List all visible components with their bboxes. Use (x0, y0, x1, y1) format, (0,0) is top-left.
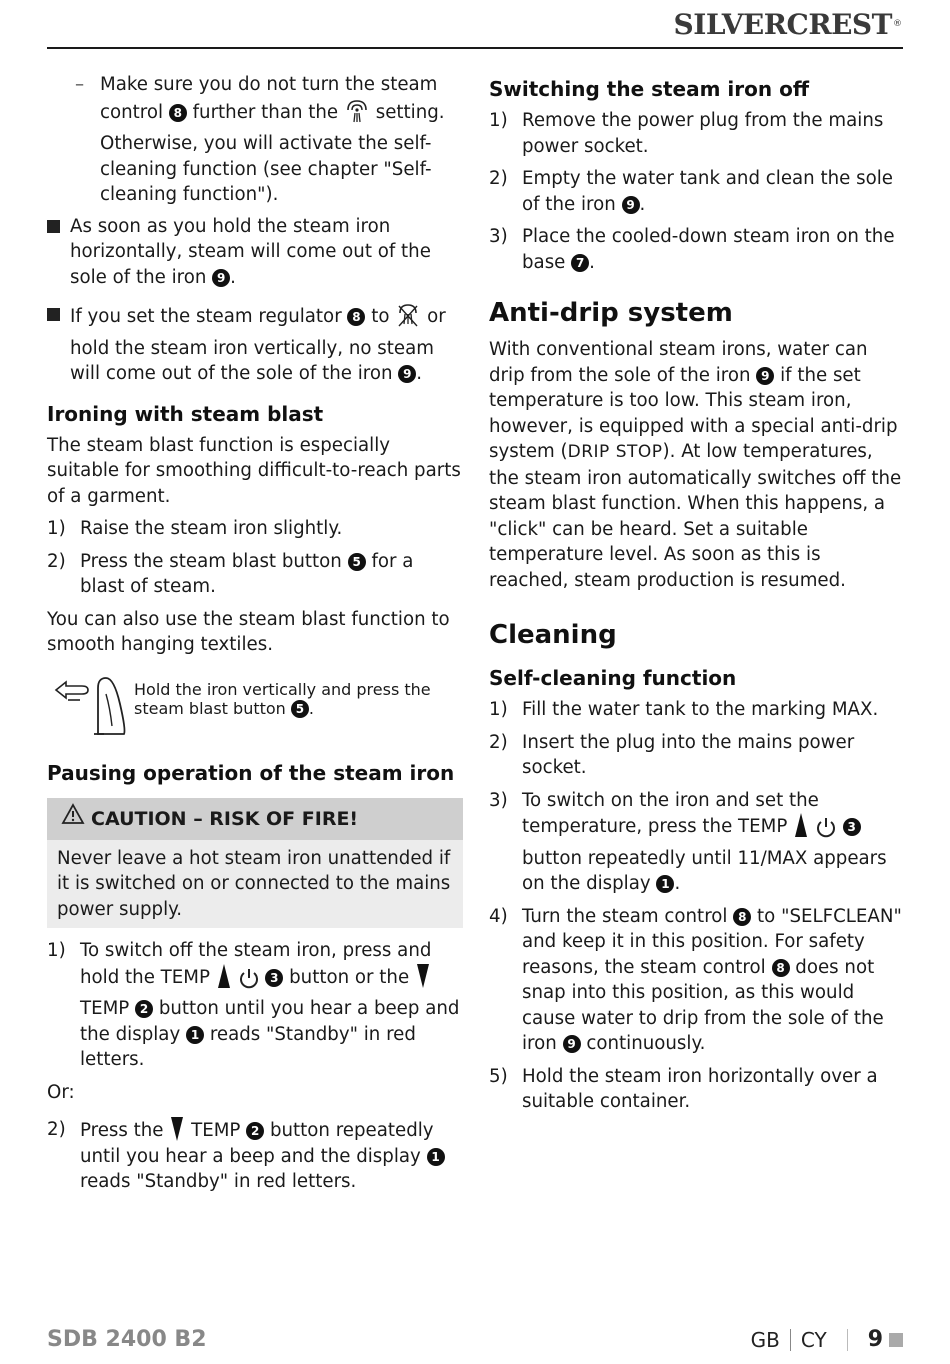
header-rule (47, 47, 903, 49)
text: If you set the steam regulator (70, 306, 342, 327)
caution-box (47, 798, 463, 929)
right-column (489, 72, 905, 1122)
list-item (489, 788, 905, 897)
section-heading: Self-cleaning function (489, 666, 737, 690)
list-item (47, 938, 463, 1073)
paragraph: The steam blast function is especially suitable for smoothing difficult-to-reach parts of a garment. (47, 434, 461, 507)
list-item (489, 697, 905, 723)
drip-stop-label: DRIP STOP (567, 442, 663, 462)
divider (790, 1329, 791, 1351)
step-number: 1) (47, 518, 66, 539)
text: button repeatedly until you hear a beep and the display (80, 1120, 434, 1167)
list-item (489, 730, 905, 781)
step-number: 2) (489, 731, 508, 753)
language-cy: CY (800, 1327, 827, 1352)
step-number: 1) (489, 699, 508, 720)
bullet-square (47, 308, 60, 321)
step-number: 4) (489, 905, 508, 927)
page-marker-square (889, 1333, 903, 1347)
text: ). At low temperatures, the steam iron automatically switches off the steam blast function. When this happens, a "click" can be heard. Set a suitable temperature level. As soon as this is reached, steam production is resumed. (489, 441, 902, 591)
text: To switch off the steam iron, press and hold the TEMP (80, 940, 432, 988)
text: . (674, 873, 681, 894)
dash-item (47, 72, 463, 208)
section-title: Cleaning (489, 620, 617, 650)
paragraph: You can also use the steam blast function to smooth hanging textiles. (47, 608, 450, 655)
ref-number: 7 (571, 254, 589, 272)
text: further than the (192, 101, 339, 123)
text: With conventional steam irons, water can drip from the sole of the iron (489, 339, 868, 386)
text: Remove the power plug from the mains power socket. (522, 110, 884, 157)
text: To switch on the iron and set the temperature, press the TEMP (522, 789, 819, 837)
ref-number: 8 (169, 104, 187, 122)
text: Turn the steam control (522, 905, 728, 927)
text: or hold the steam iron vertically, no steam will come out of the sole of the iron (70, 306, 446, 384)
step-number: 3) (489, 226, 508, 247)
text: reads "Standby" in red letters. (80, 1023, 416, 1070)
power-icon (815, 816, 837, 846)
text: . (230, 266, 236, 288)
list-item (489, 108, 905, 159)
text: to "SELFCLEAN" and keep it in this position. For safety reasons, the steam control (522, 905, 902, 978)
list-item (489, 166, 905, 217)
list-item (489, 224, 905, 275)
text: reads "Standby" in red letters. (80, 1171, 357, 1192)
no-steam-icon (395, 302, 421, 336)
ref-number: 5 (348, 553, 366, 571)
text: . (416, 363, 423, 384)
text: Empty the water tank and clean the sole of the iron (522, 168, 893, 215)
text: button repeatedly until 11/MAX appears on the display (522, 847, 887, 894)
text: continuously. (586, 1033, 706, 1054)
text: does not snap into this position, as this would cause water to drip from the sole of the iron (522, 956, 884, 1054)
text: . (639, 193, 646, 215)
text: if the set temperature is too low. This steam iron, however, is equipped with a special anti-drip system ( (489, 364, 898, 462)
brand-registered: ® (893, 19, 902, 29)
text: button until you hear a beep and the display (80, 998, 460, 1045)
bullet-item (47, 302, 463, 387)
text: . (308, 698, 314, 718)
ref-number: 1 (186, 1026, 204, 1044)
text: setting. Otherwise, you will activate the self-cleaning function (see chapter "Self-cleaning function"). (100, 101, 445, 205)
ref-number: 1 (656, 875, 674, 893)
ref-number: 2 (246, 1122, 264, 1140)
caution-text: Never leave a hot steam iron unattended if it is switched on or connected to the mains power supply. (47, 840, 463, 929)
divider (847, 1329, 848, 1351)
ref-number: 9 (398, 365, 416, 383)
ref-number: 3 (843, 818, 861, 836)
step-number: 2) (47, 550, 66, 572)
ref-number: 2 (135, 1000, 153, 1018)
ref-number: 5 (291, 700, 309, 718)
step-number: 1) (47, 940, 66, 961)
text: Make sure you do not turn the steam control (100, 74, 438, 123)
section-heading: Ironing with steam blast (47, 401, 324, 426)
section-heading: Switching the steam iron off (489, 77, 810, 101)
ref-number: 8 (733, 908, 751, 926)
ref-number: 8 (347, 308, 365, 326)
ref-number: 9 (563, 1035, 581, 1053)
brand-name: SILVERCREST (673, 7, 892, 41)
steam-selfclean-icon (344, 98, 370, 132)
text: Press the (80, 1120, 164, 1141)
ref-number: 9 (622, 196, 640, 214)
ref-number: 1 (427, 1148, 445, 1166)
step-number: 3) (489, 789, 508, 811)
list-item (47, 1117, 463, 1195)
text: Insert the plug into the mains power socket. (522, 731, 855, 778)
text: As soon as you hold the steam iron horizontally, steam will come out of the sole of the iron (70, 215, 431, 288)
caution-header (47, 798, 463, 840)
ref-number: 9 (756, 367, 774, 385)
language-gb: GB (750, 1327, 780, 1352)
temp-up-triangle-icon (218, 964, 230, 988)
text: to (371, 306, 390, 327)
left-column (47, 72, 463, 1202)
warning-triangle-icon (61, 798, 85, 840)
list-item (489, 1064, 905, 1115)
section-title: Anti-drip system (489, 298, 733, 328)
step-number: 5) (489, 1065, 508, 1087)
temp-down-triangle-icon (171, 1117, 183, 1141)
page-footer (751, 1327, 903, 1352)
step-number: 1) (489, 110, 508, 131)
text: Place the cooled-down steam iron on the base (522, 226, 895, 273)
ref-number: 9 (212, 269, 230, 287)
text: Fill the water tank to the marking MAX. (522, 699, 879, 720)
text: TEMP (80, 998, 130, 1019)
list-item (47, 549, 463, 600)
list-item (47, 516, 463, 542)
text: . (589, 251, 595, 273)
caution-title: CAUTION – RISK OF FIRE! (91, 807, 359, 830)
text: TEMP (191, 1120, 241, 1141)
text: Raise the steam iron slightly. (80, 518, 343, 539)
brand-logo (674, 4, 902, 44)
power-icon (238, 967, 260, 997)
vertical-iron-hint-icon (52, 674, 132, 742)
text: Hold the steam iron horizontally over a suitable container. (522, 1065, 878, 1112)
dash-marker: – (75, 74, 85, 95)
text: button or the (289, 966, 410, 988)
text: for a blast of steam. (80, 550, 414, 597)
page-number: 9 (867, 1327, 883, 1352)
text: Hold the iron vertically and press the steam blast button (134, 679, 431, 718)
paragraph (489, 337, 905, 593)
temp-up-triangle-icon (795, 813, 807, 837)
step-number: 2) (47, 1119, 66, 1140)
list-item (489, 904, 905, 1057)
tip-note (47, 680, 463, 740)
section-heading: Pausing operation of the steam iron (47, 760, 455, 785)
ref-number: 8 (772, 959, 790, 977)
step-number: 2) (489, 168, 508, 189)
bullet-item (47, 214, 463, 291)
paragraph: Or: (47, 1081, 75, 1103)
temp-down-triangle-icon (417, 964, 429, 988)
ref-number: 3 (265, 969, 283, 987)
text: Press the steam blast button (80, 550, 342, 572)
bullet-square (47, 220, 60, 233)
model-number: SDB 2400 B2 (47, 1327, 207, 1352)
